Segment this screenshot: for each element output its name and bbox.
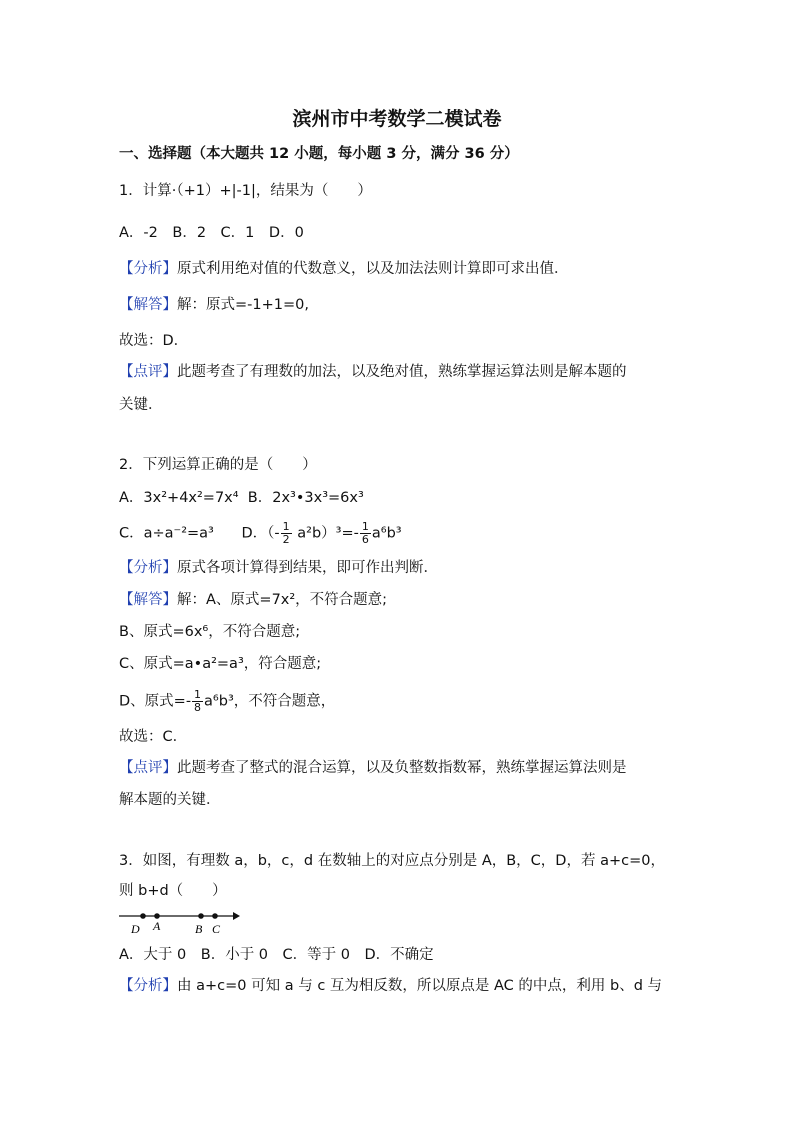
q2-comment (119, 758, 627, 778)
fraction (360, 521, 371, 546)
q2-answer-text: 解：A、原式=7x²，不符合题意; (177, 592, 388, 608)
q1-comment-cont: 关键． (119, 397, 163, 413)
fraction (281, 521, 292, 546)
q2-option-d-mid: a²b）³=- (292, 525, 359, 542)
section-heading: 一、选择题（本大题共 12 小题，每小题 3 分，满分 36 分） (119, 146, 519, 162)
fraction-numerator: 1 (282, 520, 290, 533)
q3-options: A．大于 0 B．小于 0 C．等于 0 D．不确定 (119, 947, 434, 963)
q1-comment-text: 此题考查了有理数的加法，以及绝对值，熟练掌握运算法则是解本题的 (177, 364, 627, 380)
comment-tag: 【点评】 (119, 364, 177, 380)
q2-answer-d-pre: D、原式=- (119, 693, 192, 710)
q3-stem-cont: 则 b+d（ ） (119, 883, 227, 899)
q2-comment-cont: 解本题的关键． (119, 792, 221, 808)
point-label-a: A (153, 919, 161, 933)
fraction-denominator: 2 (282, 533, 290, 546)
q2-option-c: C．a÷a⁻²=a³ (119, 525, 214, 542)
fraction-denominator: 6 (361, 533, 369, 546)
q1-choice: 故选：D． (119, 333, 189, 349)
q2-answer-d (119, 689, 335, 714)
analysis-tag: 【分析】 (119, 978, 177, 994)
q1-analysis-text: 原式利用绝对值的代数意义，以及加法法则计算即可求出值． (177, 261, 569, 277)
q2-analysis-text: 原式各项计算得到结果，即可作出判断． (177, 560, 438, 576)
q2-answer-c: C、原式=a•a²=a³，符合题意; (119, 656, 322, 672)
point-label-b: B (195, 922, 203, 936)
q2-option-d-post: a⁶b³ (371, 525, 402, 542)
q1-analysis (119, 259, 569, 279)
number-line-arrow-icon (233, 912, 240, 920)
q3-analysis (119, 976, 662, 996)
q1-answer-text: 解：原式=-1+1=0, (177, 297, 309, 313)
fraction-numerator: 1 (361, 520, 369, 533)
page-title: 滨州市中考数学二模试卷 (292, 108, 502, 130)
q3-analysis-text: 由 a+c=0 可知 a 与 c 互为相反数，所以原点是 AC 的中点，利用 b、d 与 (177, 978, 663, 994)
q2-options-ab (119, 488, 364, 508)
q2-stem: 2．下列运算正确的是（ ） (119, 457, 317, 473)
q3-stem: 3．如图，有理数 a，b，c，d 在数轴上的对应点分别是 A，B，C，D，若 a+c=0， (119, 853, 665, 869)
q2-option-d-pre: D．（- (241, 525, 280, 542)
q1-stem: 1．计算·（+1）+|-1|，结果为（ ） (119, 183, 372, 199)
point-a (154, 913, 160, 919)
comment-tag: 【点评】 (119, 760, 177, 776)
number-line-figure (119, 906, 244, 936)
fraction (192, 689, 203, 714)
point-c (212, 913, 218, 919)
q2-choice: 故选：C． (119, 729, 188, 745)
point-b (198, 913, 204, 919)
q2-option-b: B．2x³•3x³=6x³ (247, 490, 364, 506)
q2-answer-b: B、原式=6x⁶，不符合题意; (119, 624, 301, 640)
analysis-tag: 【分析】 (119, 560, 177, 576)
q1-comment (119, 362, 627, 382)
fraction-denominator: 8 (194, 701, 202, 714)
answer-tag: 【解答】 (119, 592, 177, 608)
fraction-numerator: 1 (194, 688, 202, 701)
point-label-c: C (212, 922, 221, 936)
q1-options: A．-2 B．2 C．1 D．0 (119, 225, 304, 241)
point-d (140, 913, 146, 919)
q1-answer (119, 295, 309, 315)
analysis-tag: 【分析】 (119, 261, 177, 277)
point-label-d: D (131, 922, 140, 936)
q2-answer (119, 590, 387, 610)
answer-tag: 【解答】 (119, 297, 177, 313)
q2-comment-text: 此题考查了整式的混合运算，以及负整数指数幂，熟练掌握运算法则是 (177, 760, 627, 776)
q2-option-a: A．3x²+4x²=7x⁴ (119, 490, 239, 506)
q2-answer-d-post: a⁶b³，不符合题意， (204, 693, 336, 710)
q2-analysis (119, 558, 438, 578)
q2-options-cd (119, 521, 402, 546)
